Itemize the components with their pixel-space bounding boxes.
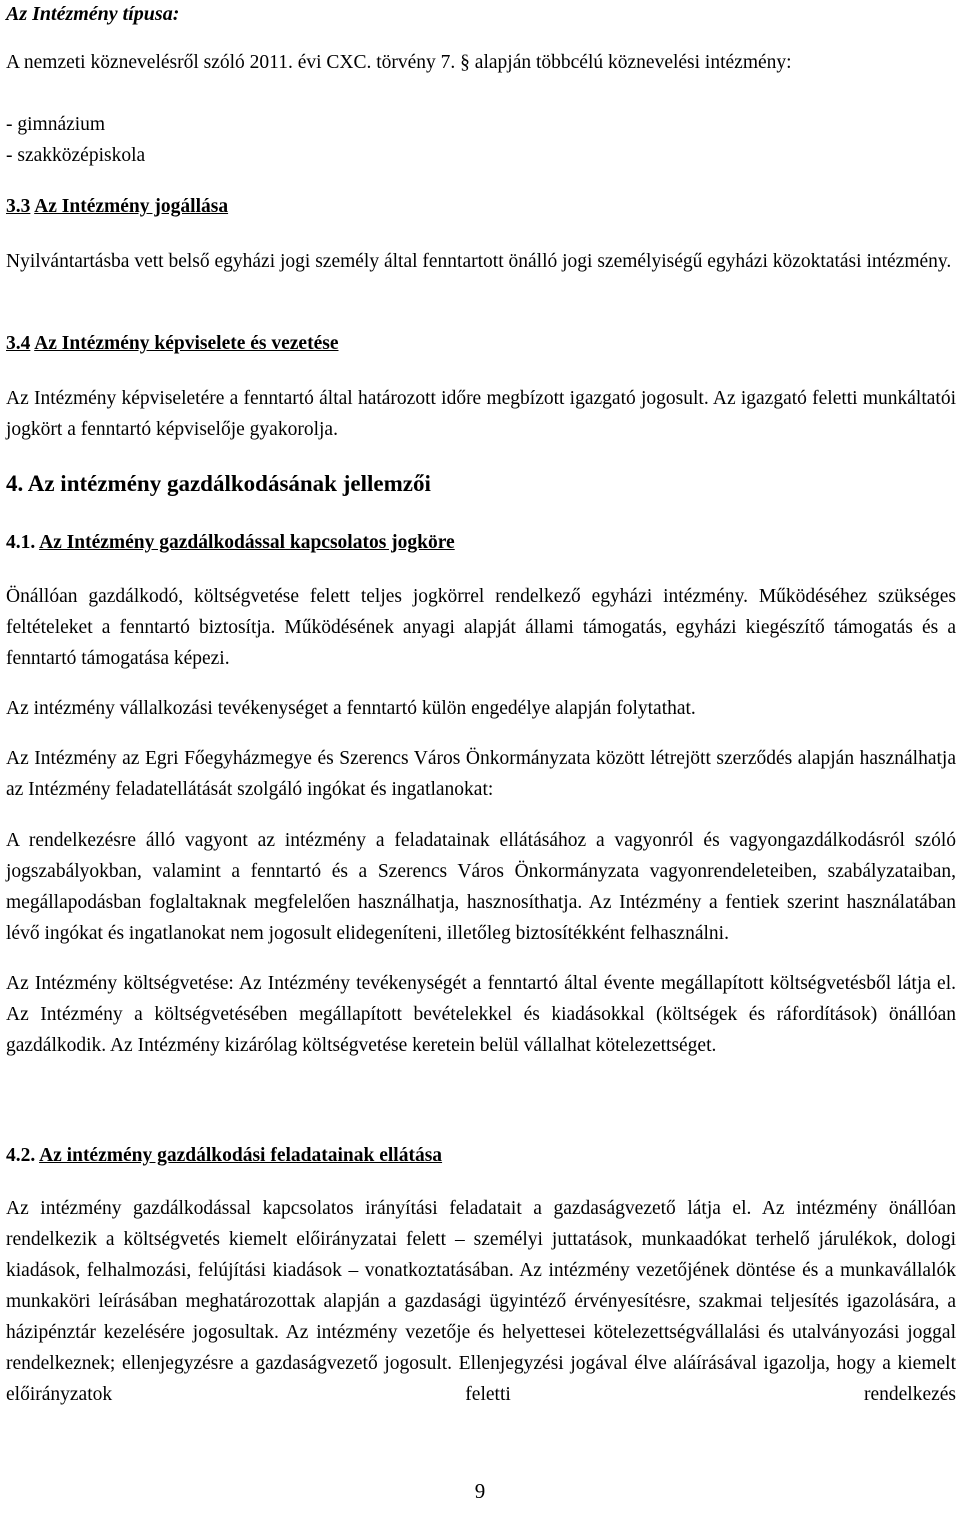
paragraph-3-3: Nyilvántartásba vett belső egyházi jogi személy által fenntartott önálló jogi személyiségű egyházi közoktatási intézmény. bbox=[6, 251, 952, 272]
heading-3-3-title: Az Intézmény jogállása bbox=[34, 196, 229, 217]
section-heading-type: Az Intézmény típusa: bbox=[6, 3, 180, 25]
heading-4-2 bbox=[6, 1142, 956, 1170]
heading-4-title: Az intézmény gazdálkodásának jellemzői bbox=[27, 471, 431, 496]
type-list bbox=[6, 109, 145, 171]
heading-3-4-number: 3.4 bbox=[6, 333, 31, 354]
heading-4-1 bbox=[6, 529, 956, 557]
heading-4-1-title: Az Intézmény gazdálkodással kapcsolatos jogköre bbox=[39, 532, 455, 553]
paragraph-type-intro: A nemzeti köznevelésről szóló 2011. évi CXC. törvény 7. § alapján többcélú köznevelési intézmény: bbox=[6, 52, 792, 73]
paragraph-4-1-d: A rendelkezésre álló vagyont az intézmény a feladatainak ellátásához a vagyonról és vagyongazdálkodásról szóló jogszabályokban, valamint a fenntartó és a Szerencs Város Önkormányzata vagyonrendeleteiben, szabályzataiban, megállapodásban foglaltaknak megfelelően használhatja, hasznosíthatja. Az Intézmény a fentiek szerint használatában lévő ingókat és ingatlanokat nem jogosult elidegeníteni, illetőleg biztosítékként felhasználni. bbox=[6, 830, 956, 944]
paragraph-3-4: Az Intézmény képviseletére a fenntartó által határozott időre megbízott igazgató jogosult. Az igazgató feletti munkáltatói jogkört a fenntartó képviselője gyakorolja. bbox=[6, 388, 956, 440]
paragraph-4-2: Az intézmény gazdálkodással kapcsolatos irányítási feladatait a gazdaságvezető látja el. Az intézmény önállóan rendelkezik a költségvetés kiemelt előirányzatai felett – személyi juttatások, munkaadókat terhelő járulékok, dologi kiadások, felhalmozási, felújítási kiadások – vonatkoztatásában. Az intézmény vezetőjének döntése és a munkavállalók munkaköri leírásában meghatározottak alapján a gazdasági ügyintéző érvényesítésre, szakmai teljesítés igazolására, a házipénztár kezelésére jogosultak. Az intézmény vezetője és helyettesei kötelezettségvállalási és utalványozási joggal rendelkeznek; ellenjegyzésre a gazdaságvezető jogosult. Ellenjegyzési jogával élve aláírásával igazolja, hogy a kiemelt előirányzatok feletti rendelkezés bbox=[6, 1198, 956, 1405]
heading-3-4 bbox=[6, 330, 956, 358]
heading-3-3-number: 3.3 bbox=[6, 196, 31, 217]
paragraph-4-1-c: Az Intézmény az Egri Főegyházmegye és Szerencs Város Önkormányzata között létrejött szerződés alapján használhatja az Intézmény feladatellátását szolgáló ingókat és ingatlanokat: bbox=[6, 748, 956, 800]
paragraph-4-1-e: Az Intézmény költségvetése: Az Intézmény tevékenységét a fenntartó által évente megállapított költségvetésből látja el. Az Intézmény a költségvetésében megállapított bevételekkel és kiadásokkal (költségek és ráfordítások) önállóan gazdálkodik. Az Intézmény kizárólag költségvetése keretein belül vállalhat kötelezettséget. bbox=[6, 973, 956, 1056]
heading-4 bbox=[6, 469, 956, 499]
list-item: - gimnázium bbox=[6, 114, 106, 135]
heading-3-3 bbox=[6, 193, 956, 221]
heading-4-number: 4. bbox=[6, 471, 24, 496]
paragraph-4-1-a: Önállóan gazdálkodó, költségvetése felett teljes jogkörrel rendelkező egyházi intézmény. Működéséhez szükséges feltételeket a fenntartó biztosítja. Működésének anyagi alapját állami támogatás, egyházi kiegészítő támogatás és a fenntartó támogatása képezi. bbox=[6, 586, 956, 669]
paragraph-4-1-b: Az intézmény vállalkozási tevékenységet a fenntartó külön engedélye alapján folytathat. bbox=[6, 698, 696, 719]
heading-4-2-number: 4.2. bbox=[6, 1145, 36, 1166]
page-number: 9 bbox=[474, 1479, 486, 1503]
list-item: - szakközépiskola bbox=[6, 145, 146, 166]
heading-4-2-title: Az intézmény gazdálkodási feladatainak ellátása bbox=[39, 1145, 443, 1166]
heading-4-1-number: 4.1. bbox=[6, 532, 36, 553]
heading-3-4-title: Az Intézmény képviselete és vezetése bbox=[34, 333, 339, 354]
